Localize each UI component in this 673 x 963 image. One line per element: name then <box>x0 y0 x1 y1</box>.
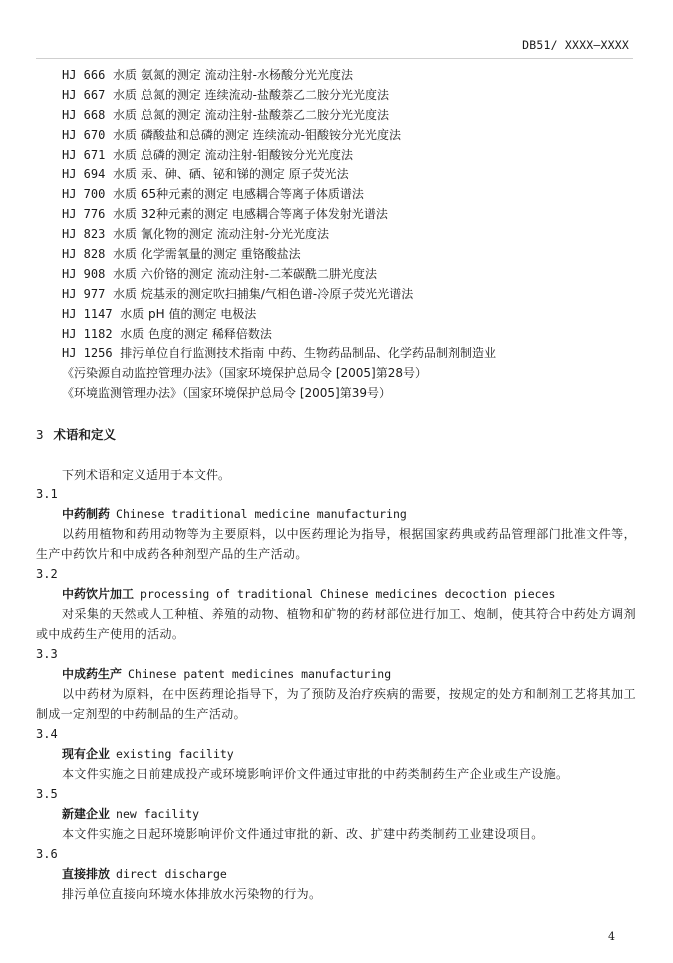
term-definition: 以药用植物和药用动物等为主要原料，以中医药理论为指导，根据国家药典或药品管理部门批准文件等，生产中药饮片和中成药各种剂型产品的生产活动。 <box>36 527 636 561</box>
reference-code: HJ 1256 <box>62 346 113 361</box>
terms-list <box>36 484 636 904</box>
term-chinese: 中成药生产 <box>62 667 123 681</box>
reference-code: HJ 828 <box>62 247 106 262</box>
reference-code: HJ 977 <box>62 286 106 301</box>
reference-item <box>62 325 642 345</box>
reference-code: HJ 667 <box>62 87 106 102</box>
reference-title: 水质 色度的测定 稀释倍数法 <box>120 326 272 341</box>
reference-title: 水质 32种元素的测定 电感耦合等离子体发射光谱法 <box>113 207 388 222</box>
term-definition: 本文件实施之日前建成投产或环境影响评价文件通过审批的中药类制药生产企业或生产设施。 <box>62 767 569 781</box>
term-entry <box>36 484 636 564</box>
term-entry <box>36 844 636 904</box>
term-chinese: 中药制药 <box>62 507 111 521</box>
term-english: new facility <box>116 807 200 821</box>
term-chinese: 中药饮片加工 <box>62 587 135 601</box>
term-number: 3.6 <box>36 847 58 861</box>
term-english: Chinese patent medicines manufacturing <box>128 667 392 681</box>
section-number: 3 <box>36 427 44 442</box>
normative-references-list <box>62 66 642 404</box>
term-entry <box>36 784 636 844</box>
term-heading <box>36 664 636 684</box>
term-heading <box>36 744 636 764</box>
term-heading <box>36 804 636 824</box>
section-title: 术语和定义 <box>53 427 117 442</box>
reference-item <box>62 106 642 126</box>
reference-item <box>62 225 642 245</box>
term-english: Chinese traditional medicine manufacturing <box>116 507 407 521</box>
reference-item <box>62 165 642 185</box>
term-entry <box>36 724 636 784</box>
term-definition: 本文件实施之日起环境影响评价文件通过审批的新、改、扩建中药类制药工业建设项目。 <box>62 827 544 841</box>
reference-title: 水质 总氮的测定 连续流动-盐酸萘乙二胺分光光度法 <box>113 87 389 102</box>
reference-title: 水质 磷酸盐和总磷的测定 连续流动-钼酸铵分光光度法 <box>113 127 401 142</box>
term-english: existing facility <box>116 747 234 761</box>
reference-item <box>62 86 642 106</box>
term-chinese: 新建企业 <box>62 807 111 821</box>
reference-code: HJ 668 <box>62 107 106 122</box>
term-number: 3.4 <box>36 727 58 741</box>
term-chinese: 现有企业 <box>62 747 111 761</box>
document-code: DB51/ XXXX—XXXX <box>522 38 629 52</box>
reference-title: 水质 六价铬的测定 流动注射-二苯碳酰二肼光度法 <box>113 266 377 281</box>
reference-code: HJ 700 <box>62 187 106 202</box>
reference-item <box>62 364 642 384</box>
reference-code: HJ 908 <box>62 266 106 281</box>
reference-item <box>62 344 642 364</box>
reference-code: HJ 666 <box>62 68 106 82</box>
reference-item <box>62 185 642 205</box>
term-number: 3.1 <box>36 487 58 501</box>
term-heading <box>36 584 636 604</box>
reference-title: 水质 化学需氧量的测定 重铬酸盐法 <box>113 247 301 262</box>
term-english: direct discharge <box>116 867 227 881</box>
term-entry <box>36 644 636 724</box>
reference-title: 水质 pH 值的测定 电极法 <box>120 306 257 321</box>
reference-code: HJ 671 <box>62 147 106 162</box>
reference-title: 排污单位自行监测技术指南 中药、生物药品制品、化学药品制剂制造业 <box>120 346 497 361</box>
term-number: 3.5 <box>36 787 58 801</box>
term-number: 3.2 <box>36 567 58 581</box>
reference-item <box>62 265 642 285</box>
term-definition: 对采集的天然或人工种植、养殖的动物、植物和矿物的药材部位进行加工、炮制，使其符合中药处方调剂或中成药生产使用的活动。 <box>36 607 636 641</box>
reference-title: 水质 总氮的测定 流动注射-盐酸萘乙二胺分光光度法 <box>113 107 389 122</box>
term-definition: 排污单位直接向环境水体排放水污染物的行为。 <box>62 887 322 901</box>
term-number: 3.3 <box>36 647 58 661</box>
term-heading <box>36 864 636 884</box>
reference-item <box>62 66 642 86</box>
reference-code: HJ 776 <box>62 207 106 222</box>
term-definition: 以中药材为原料，在中医药理论指导下，为了预防及治疗疾病的需要，按规定的处方和制剂工艺将其加工制成一定剂型的中药制品的生产活动。 <box>36 687 636 721</box>
reference-title: 水质 烷基汞的测定吹扫捕集/气相色谱-冷原子荧光光谱法 <box>113 286 414 301</box>
reference-item <box>62 126 642 146</box>
term-english: processing of traditional Chinese medicines decoction pieces <box>140 587 556 601</box>
reference-item <box>62 285 642 305</box>
term-entry <box>36 564 636 644</box>
reference-title: 水质 65种元素的测定 电感耦合等离子体质谱法 <box>113 187 364 202</box>
reference-code: HJ 670 <box>62 127 106 142</box>
reference-title: 水质 汞、砷、硒、铋和锑的测定 原子荧光法 <box>113 167 349 182</box>
reference-code: HJ 1147 <box>62 306 113 321</box>
reference-title: 水质 氨氮的测定 流动注射-水杨酸分光光度法 <box>113 68 353 82</box>
reference-item <box>62 245 642 265</box>
reference-item <box>62 146 642 166</box>
reference-item <box>62 205 642 225</box>
reference-code: HJ 694 <box>62 167 106 182</box>
reference-title: 水质 总磷的测定 流动注射-钼酸铵分光光度法 <box>113 147 353 162</box>
reference-code: HJ 1182 <box>62 326 113 341</box>
header-divider <box>36 58 633 59</box>
reference-title: 水质 氰化物的测定 流动注射-分光光度法 <box>113 227 329 242</box>
reference-code: HJ 823 <box>62 227 106 242</box>
reference-item <box>62 384 642 404</box>
section-heading <box>36 425 116 443</box>
reference-item <box>62 305 642 325</box>
reference-title: 《污染源自动监控管理办法》（国家环境保护总局令 [2005]第28号） <box>62 366 427 381</box>
page-number: 4 <box>608 930 615 943</box>
section-intro: 下列术语和定义适用于本文件。 <box>62 468 231 482</box>
term-chinese: 直接排放 <box>62 867 111 881</box>
term-heading <box>36 504 636 524</box>
reference-title: 《环境监测管理办法》（国家环境保护总局令 [2005]第39号） <box>62 386 391 401</box>
